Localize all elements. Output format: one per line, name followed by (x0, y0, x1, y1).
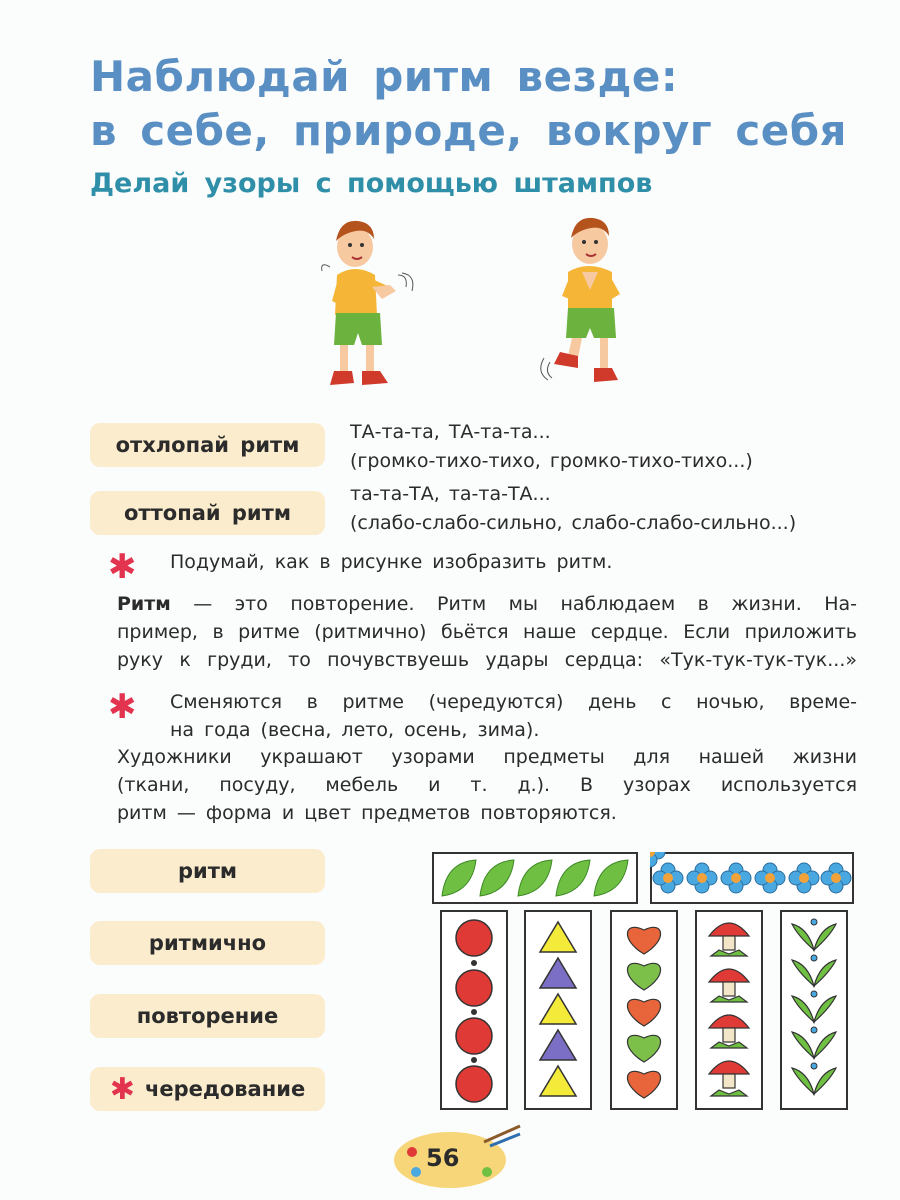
stomp-rhythm-explanation: (слабо-слабо-сильно, слабо-слабо-сильно...) (350, 512, 797, 534)
title-line-1: Наблюдай ритм везде: (90, 52, 679, 101)
definition-term: Ритм (117, 593, 171, 615)
artists-line-1: Художники украшают узорами предметы для нашей жизни (117, 746, 857, 768)
stomp-rhythm-syllables: та-та-ТА, та-та-ТА... (350, 483, 551, 505)
task-star-icon: ✱ (108, 687, 137, 727)
definition-line-1 (117, 590, 857, 618)
mushroom-pattern-strip (695, 910, 763, 1110)
triangle-pattern-strip (524, 910, 592, 1110)
task-2-line-2: на года (весна, лето, осень, зима). (170, 719, 540, 741)
flower-pattern-strip (650, 852, 854, 904)
leaf-pattern-strip (432, 852, 638, 904)
vocab-repetition-label: повторение (136, 1004, 279, 1028)
vocab-alternation (90, 1067, 325, 1111)
clap-rhythm-explanation: (громко-тихо-тихо, громко-тихо-тихо...) (350, 450, 753, 472)
definition-line-3: руку к груди, то почувствуешь удары сердца: «Тук-тук-тук-тук...» (117, 649, 857, 671)
boy-clapping-illustration (310, 215, 420, 395)
tulip-pattern-strip (780, 910, 848, 1110)
task-1-text: Подумай, как в рисунке изобразить ритм. (170, 551, 613, 573)
page-subtitle: Делай узоры с помощью штампов (90, 168, 653, 199)
circle-pattern-strip (440, 910, 508, 1110)
vocab-rhythm-label: ритм (177, 859, 238, 883)
vocab-alternation-label: чередование (144, 1077, 306, 1101)
vocab-rhythmic (90, 921, 325, 965)
title-line-2: в себе, природе, вокруг себя (90, 106, 848, 155)
artists-paragraph (117, 743, 857, 827)
clap-rhythm-syllables: ТА-та-та, ТА-та-та... (350, 421, 551, 443)
artists-line-3: ритм — форма и цвет предметов повторяются. (117, 802, 617, 824)
vocab-repetition (90, 994, 325, 1038)
stomp-rhythm-label: оттопай ритм (90, 491, 325, 535)
definition-line-2: пример, в ритме (ритмично) бьётся наше сердце. Если приложить (117, 621, 857, 643)
heart-pattern-strip (610, 910, 678, 1110)
task-2-line-1: Сменяются в ритме (чередуются) день с ночью, време- (170, 691, 857, 713)
page-title (90, 50, 847, 158)
task-star-icon: ✱ (108, 547, 137, 587)
clap-rhythm-label: отхлопай ритм (90, 423, 325, 467)
vocab-star-icon: ✱ (109, 1071, 135, 1107)
definition-line-1-rest: — это повторение. Ритм мы наблюдаем в жизни. На- (170, 593, 857, 615)
rhythm-definition (117, 590, 857, 674)
boy-stomping-illustration (540, 212, 650, 397)
task-2-text (170, 688, 857, 744)
artists-line-2: (ткани, посуду, мебель и т. д.). В узорах используется (117, 774, 857, 796)
vocab-rhythmic-label: ритмично (148, 931, 267, 955)
vocab-rhythm (90, 849, 325, 893)
page-number: 56 (426, 1144, 460, 1172)
